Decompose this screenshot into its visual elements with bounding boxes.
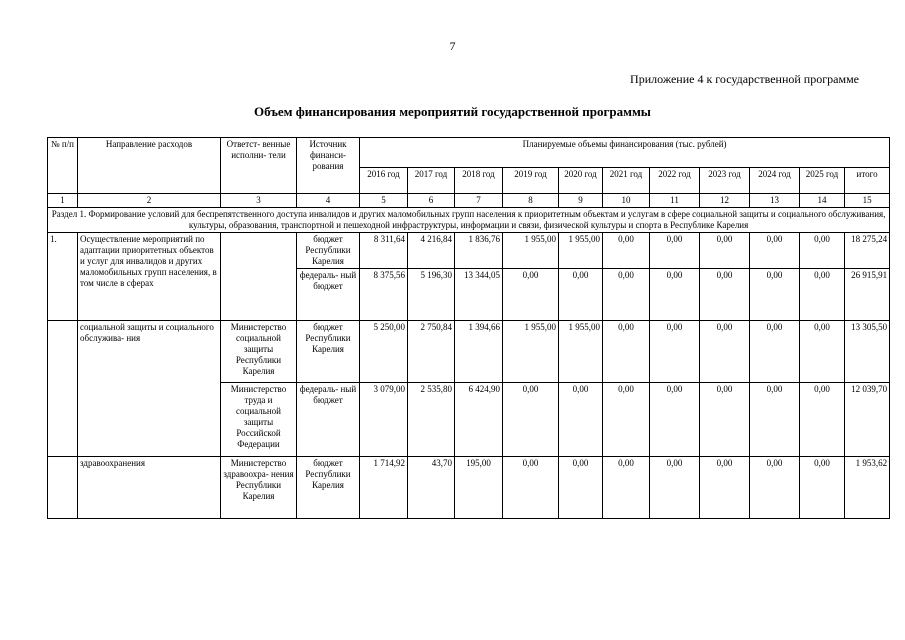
- column-number: 8: [503, 194, 559, 208]
- row-responsible: Министерство социальной защиты Республики Карелия: [221, 321, 297, 383]
- column-number: 15: [845, 194, 890, 208]
- row-direction: социальной защиты и социального обслужива- ния: [78, 321, 221, 457]
- row-value: 0,00: [750, 457, 800, 519]
- row-number: [48, 457, 78, 519]
- row-value: 2 535,80: [408, 383, 455, 457]
- column-numbers-row: [48, 194, 890, 208]
- row-value: 1 955,00: [503, 233, 559, 269]
- row-value: 0,00: [700, 383, 750, 457]
- row-value: 0,00: [603, 233, 650, 269]
- row-responsible: Министерство здравоохра- нения Республики Карелия: [221, 457, 297, 519]
- column-number: 9: [559, 194, 603, 208]
- column-number: 11: [650, 194, 700, 208]
- row-value: 0,00: [603, 321, 650, 383]
- row-number: 1.: [48, 233, 78, 321]
- header-direction: Направление расходов: [78, 138, 221, 194]
- row-number: [48, 321, 78, 457]
- row-value: 0,00: [503, 457, 559, 519]
- row-responsible: Министерство труда и социальной защиты Российской Федерации: [221, 383, 297, 457]
- row-source: бюджет Республики Карелия: [297, 233, 360, 269]
- row-value: 1 955,00: [503, 321, 559, 383]
- column-number: 4: [297, 194, 360, 208]
- column-number: 14: [800, 194, 845, 208]
- row-value: 0,00: [800, 233, 845, 269]
- column-number: 7: [455, 194, 503, 208]
- table-row: [48, 457, 890, 519]
- row-value: 0,00: [700, 233, 750, 269]
- column-number: 12: [700, 194, 750, 208]
- row-value: 1 955,00: [559, 321, 603, 383]
- row-value: 0,00: [559, 383, 603, 457]
- row-value: 0,00: [800, 383, 845, 457]
- section-heading: Раздел 1. Формирование условий для беспрепятственного доступа инвалидов и других маломобильных групп населения к приоритетным объектам и услугам в сфере социальной защиты и социального обслуживания, культуры, образования, транспортной и пешеходной инфраструктуры, информации и связи, физической культуры и спорта в Республике Карелия: [48, 208, 890, 233]
- row-total: 26 915,91: [845, 269, 890, 321]
- row-direction: здравоохранения: [78, 457, 221, 519]
- header-year: 2018 год: [455, 168, 503, 194]
- row-value: 0,00: [750, 321, 800, 383]
- row-value: 0,00: [503, 383, 559, 457]
- row-value: 0,00: [800, 321, 845, 383]
- row-value: 0,00: [750, 233, 800, 269]
- row-value: 0,00: [603, 457, 650, 519]
- row-value: 0,00: [503, 269, 559, 321]
- column-number: 10: [603, 194, 650, 208]
- header-year: 2024 год: [750, 168, 800, 194]
- row-source: федераль- ный бюджет: [297, 383, 360, 457]
- appendix-label: Приложение 4 к государственной программе: [630, 72, 859, 86]
- header-year: 2021 год: [603, 168, 650, 194]
- column-number: 5: [360, 194, 408, 208]
- header-year: 2025 год: [800, 168, 845, 194]
- document-title: Объем финансирования мероприятий государственной программы: [254, 104, 651, 119]
- row-value: 0,00: [750, 269, 800, 321]
- row-value: 0,00: [750, 383, 800, 457]
- row-value: 13 344,05: [455, 269, 503, 321]
- row-source: бюджет Республики Карелия: [297, 321, 360, 383]
- row-value: 43,70: [408, 457, 455, 519]
- table-row: [48, 321, 890, 383]
- row-value: 195,00: [455, 457, 503, 519]
- row-total: 13 305,50: [845, 321, 890, 383]
- row-value: 0,00: [800, 457, 845, 519]
- header-year: 2020 год: [559, 168, 603, 194]
- row-value: 0,00: [700, 321, 750, 383]
- row-value: 0,00: [603, 269, 650, 321]
- column-number: 13: [750, 194, 800, 208]
- page-number: 7: [449, 39, 456, 53]
- row-value: 6 424,90: [455, 383, 503, 457]
- header-year: 2017 год: [408, 168, 455, 194]
- row-value: 4 216,84: [408, 233, 455, 269]
- header-year: 2019 год: [503, 168, 559, 194]
- column-number: 6: [408, 194, 455, 208]
- row-value: 5 196,30: [408, 269, 455, 321]
- header-num: № п/п: [48, 138, 78, 194]
- header-row-1: [48, 138, 890, 168]
- row-responsible: [221, 233, 297, 321]
- row-total: 12 039,70: [845, 383, 890, 457]
- column-number: 2: [78, 194, 221, 208]
- header-total: итого: [845, 168, 890, 194]
- row-value: 1 836,76: [455, 233, 503, 269]
- row-value: 8 375,56: [360, 269, 408, 321]
- row-value: 0,00: [603, 383, 650, 457]
- row-value: 1 955,00: [559, 233, 603, 269]
- row-direction: Осуществление мероприятий по адаптации приоритетных объектов и услуг для инвалидов и других маломобильных групп населения, в том числе в сферах: [78, 233, 221, 321]
- header-year: 2016 год: [360, 168, 408, 194]
- row-value: 0,00: [559, 269, 603, 321]
- row-total: 1 953,62: [845, 457, 890, 519]
- row-value: 2 750,84: [408, 321, 455, 383]
- row-value: 8 311,64: [360, 233, 408, 269]
- row-source: федераль- ный бюджет: [297, 269, 360, 321]
- row-value: 1 714,92: [360, 457, 408, 519]
- row-value: 0,00: [650, 457, 700, 519]
- header-year: 2023 год: [700, 168, 750, 194]
- header-responsible: Ответст- венные исполни- тели: [221, 138, 297, 194]
- row-value: 0,00: [700, 457, 750, 519]
- row-value: 0,00: [700, 269, 750, 321]
- row-total: 18 275,24: [845, 233, 890, 269]
- row-value: 0,00: [800, 269, 845, 321]
- row-source: бюджет Республики Карелия: [297, 457, 360, 519]
- column-number: 1: [48, 194, 78, 208]
- header-source: Источник финанси- рования: [297, 138, 360, 194]
- header-planned: Планируемые объемы финансирования (тыс. рублей): [360, 138, 890, 168]
- row-value: 0,00: [559, 457, 603, 519]
- header-year: 2022 год: [650, 168, 700, 194]
- row-value: 3 079,00: [360, 383, 408, 457]
- row-value: 0,00: [650, 269, 700, 321]
- row-value: 0,00: [650, 321, 700, 383]
- financing-table: [47, 137, 890, 519]
- row-value: 1 394,66: [455, 321, 503, 383]
- row-value: 0,00: [650, 383, 700, 457]
- row-value: 0,00: [650, 233, 700, 269]
- table-row: [48, 233, 890, 269]
- column-number: 3: [221, 194, 297, 208]
- section-row: [48, 208, 890, 233]
- row-value: 5 250,00: [360, 321, 408, 383]
